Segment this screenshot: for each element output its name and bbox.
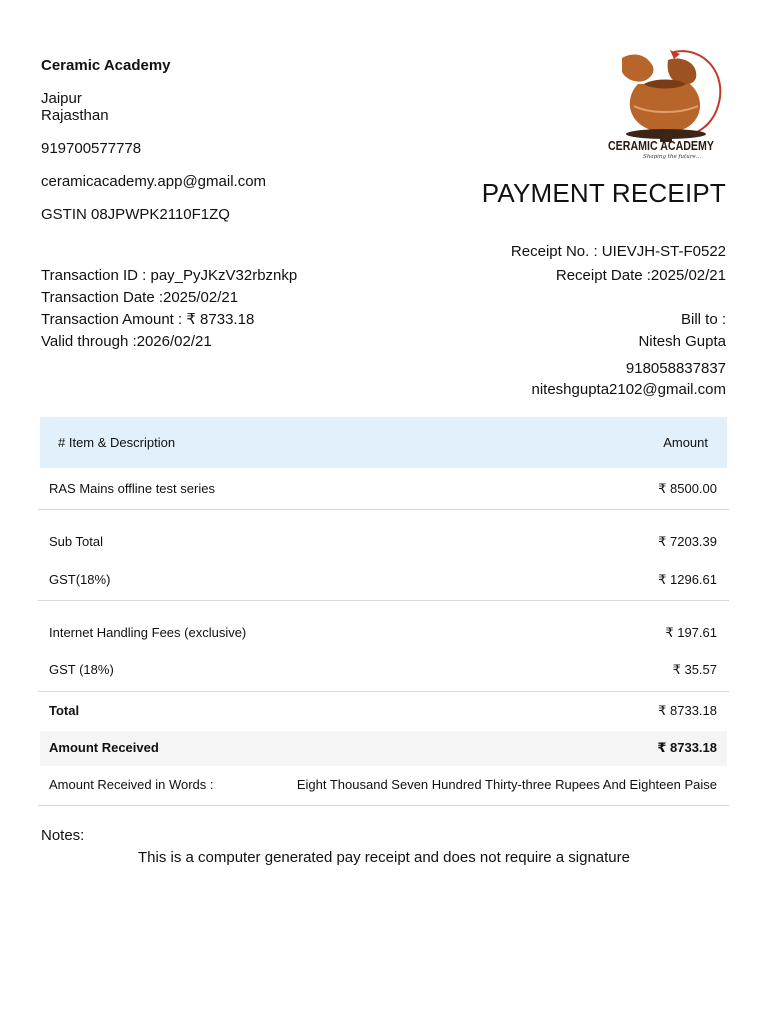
internet-fees-amount: ₹ 197.61 xyxy=(665,625,717,640)
company-city: Jaipur xyxy=(41,90,82,107)
logo-tagline: Shaping the future... xyxy=(643,154,701,160)
gst-amount: ₹ 1296.61 xyxy=(658,572,717,587)
pottery-logo-icon xyxy=(604,44,726,160)
row-divider xyxy=(38,805,729,806)
transaction-id: Transaction ID : pay_PyJKzV32rbznkp xyxy=(41,267,298,284)
row-divider xyxy=(38,691,729,692)
company-state: Rajasthan xyxy=(41,107,109,124)
header-item-description: # Item & Description xyxy=(58,435,176,450)
logo-name: CERAMIC ACADEMY xyxy=(608,138,715,153)
item-amount: ₹ 8500.00 xyxy=(658,481,717,496)
notes-label: Notes: xyxy=(41,827,85,844)
transaction-date: Transaction Date :2025/02/21 xyxy=(41,289,239,306)
company-phone: 919700577778 xyxy=(41,140,142,157)
item-description: RAS Mains offline test series xyxy=(49,481,215,496)
gst-fees-label: GST (18%) xyxy=(49,662,114,677)
bill-to-label: Bill to : xyxy=(680,311,726,328)
company-email: ceramicacademy.app@gmail.com xyxy=(41,173,267,190)
bill-to-email: niteshgupta2102@gmail.com xyxy=(531,381,726,398)
total-amount: ₹ 8733.18 xyxy=(658,703,717,718)
subtotal-amount: ₹ 7203.39 xyxy=(658,534,717,549)
valid-through: Valid through :2026/02/21 xyxy=(41,333,212,350)
ceramic-academy-logo xyxy=(604,44,726,160)
notes-text: This is a computer generated pay receipt and does not require a signature xyxy=(138,849,630,866)
bill-to-phone: 918058837837 xyxy=(625,360,726,377)
receipt-number: Receipt No. : UIEVJH-ST-F0522 xyxy=(510,243,726,260)
company-name: Ceramic Academy xyxy=(41,57,171,74)
gst-fees-amount: ₹ 35.57 xyxy=(672,662,717,677)
total-label: Total xyxy=(49,703,80,718)
bill-to-name: Nitesh Gupta xyxy=(638,333,726,350)
row-divider xyxy=(38,509,729,510)
transaction-amount: Transaction Amount : ₹ 8733.18 xyxy=(41,311,255,328)
amount-words-value: Eight Thousand Seven Hundred Thirty-three Rupees And Eighteen Paise xyxy=(296,777,717,792)
internet-fees-label: Internet Handling Fees (exclusive) xyxy=(49,625,247,640)
receipt-date: Receipt Date :2025/02/21 xyxy=(555,267,726,284)
receipt-title: PAYMENT RECEIPT xyxy=(481,178,726,208)
row-divider xyxy=(38,600,729,601)
amount-received-label: Amount Received xyxy=(49,740,159,755)
gst-label: GST(18%) xyxy=(49,572,111,587)
header-amount: Amount xyxy=(663,435,708,450)
subtotal-label: Sub Total xyxy=(49,534,103,549)
amount-words-label: Amount Received in Words : xyxy=(49,777,214,792)
company-gstin: GSTIN 08JPWPK2110F1ZQ xyxy=(41,206,230,223)
amount-received-value: ₹ 8733.18 xyxy=(657,740,717,755)
